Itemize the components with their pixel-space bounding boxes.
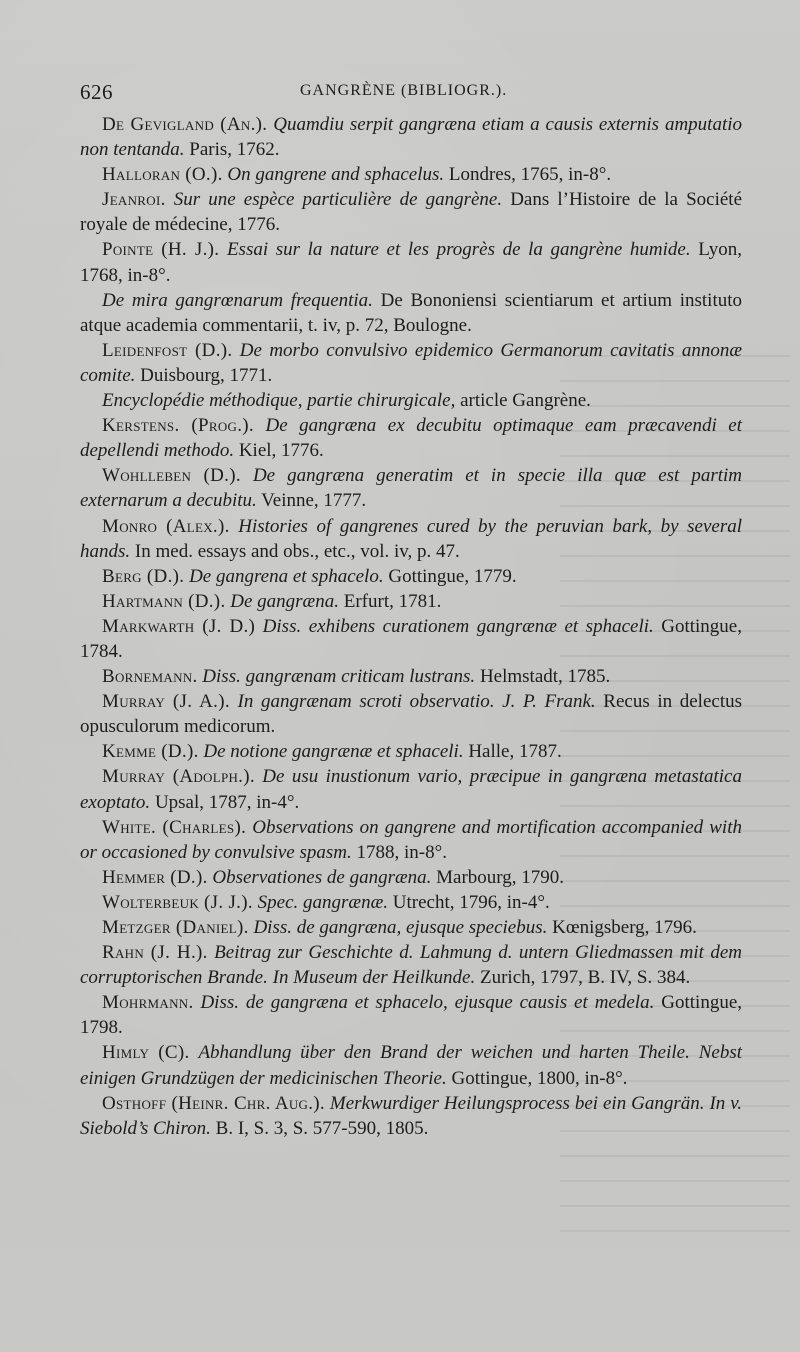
page-header (80, 80, 740, 108)
entry-publication: Helmstadt, 1785. (475, 666, 611, 688)
entry-title: De gangrena et sphacelo. (189, 565, 384, 587)
entry-author: Hartmann (D.). (102, 590, 226, 612)
entry-title: Abhandlung über den Brand der weichen und harten Theile. Nebst einigen Grundzügen der medicinischen Theorie. (80, 1042, 742, 1089)
entry-title: De morbo convulsivo epidemico Germanorum cavitatis annonæ comite. (80, 339, 742, 386)
entry-author: Osthoff (Heinr. Chr. Aug.). (102, 1092, 325, 1114)
entry-publication: Dans l’Histoire de la Société royale de médecine, 1776. (80, 189, 742, 236)
entry-title: Observationes de gangræna. (212, 866, 432, 888)
bibliography-entry (80, 413, 742, 463)
page-number: 626 (80, 80, 113, 104)
entry-author: Hemmer (D.). (102, 866, 208, 888)
entry-title: Observations on gangrene and mortification accompanied with or occasioned by convulsive spasm. (80, 816, 742, 863)
bibliography-entry (80, 564, 742, 589)
running-head: GANGRÈNE (BIBLIOGR.). (300, 82, 508, 99)
bibliography-entry (80, 689, 742, 739)
entry-author: Metzger (Daniel). (102, 917, 249, 938)
entry-title: De gangræna generatim et in specie illa quæ est partim externarum a decubitu. (80, 465, 742, 512)
bibliography-entry (80, 890, 742, 915)
entry-author: Wolterbeuk (J. J.). (102, 891, 253, 913)
entry-title: Beitrag zur Geschichte d. Lahmung d. untern Gliedmassen mit dem corruptorischen Brande. In Museum der Heilkunde. (80, 942, 742, 989)
entry-title: Encyclopédie méthodique, partie chirurgicale, (102, 390, 456, 412)
entry-title: De notione gangrænæ et sphaceli. (203, 741, 464, 763)
entry-title: Diss. de gangræna et sphacelo, ejusque causis et medela. (200, 992, 655, 1014)
bibliography-entry (80, 764, 742, 814)
entry-publication: Kiel, 1776. (234, 440, 324, 462)
entry-publication: Utrecht, 1796, in-4°. (388, 891, 550, 913)
entry-publication: Lyon, 1768, in-8°. (80, 239, 743, 286)
entry-publication: Zurich, 1797, B. IV, S. 384. (475, 967, 691, 989)
entry-author: Jeanroi. (102, 189, 166, 211)
entry-title: Histories of gangrenes cured by the peruvian bark, by several hands. (80, 515, 742, 562)
entry-publication: Kœnigsberg, 1796. (547, 917, 697, 938)
bibliography-entry (80, 1091, 742, 1141)
bibliography-entry (80, 162, 742, 187)
entry-publication: article Gangrène. (455, 390, 591, 412)
bibliography-entry (80, 915, 742, 940)
entry-title: Essai sur la nature et les progrès de la gangrène humide. (226, 239, 691, 261)
entry-author: Mohrmann. (102, 992, 194, 1014)
bibliography-entry (80, 990, 742, 1040)
entry-author: Rahn (J. H.). (102, 942, 208, 964)
bibliography-entry (80, 112, 742, 162)
entry-publication: Londres, 1765, in-8°. (444, 164, 612, 186)
entry-author: Pointe (H. J.). (102, 239, 220, 261)
bibliography-entry (80, 865, 742, 890)
entry-title: Diss. gangrænam criticam lustrans. (202, 666, 476, 688)
entry-author: Berg (D.). (102, 565, 185, 587)
entry-publication: Gottingue, 1798. (80, 992, 743, 1039)
entry-title: Sur une espèce particulière de gangrène. (173, 189, 503, 211)
entry-author: White. (Charles). (102, 816, 247, 838)
bibliography-entry (80, 664, 742, 689)
entry-title: Quamdiu serpit gangræna etiam a causis externis amputatio non tentanda. (80, 114, 743, 161)
entry-author: Murray (Adolph.). (102, 766, 255, 788)
entry-title: Diss. de gangræna, ejusque speciebus. (253, 917, 548, 938)
entry-author: Bornemann. (102, 666, 198, 688)
entry-title: Diss. exhibens curationem gangrænæ et sphaceli. (262, 615, 654, 637)
entry-publication: Upsal, 1787, in-4°. (150, 791, 300, 813)
entry-publication: Paris, 1762. (184, 139, 280, 161)
entry-publication: Marbourg, 1790. (431, 866, 565, 888)
entry-author: Wohlleben (D.). (102, 465, 241, 487)
entry-title: In gangrænam scroti observatio. J. P. Frank. (237, 691, 596, 713)
bibliography-entry (80, 815, 742, 865)
bibliography-entry (80, 940, 742, 990)
bibliography-entry (80, 1040, 742, 1090)
entry-publication: De Bononiensi scientiarum et artium instituto atque academia commentarii, t. iv, p. 72, Boulogne. (80, 289, 742, 336)
bibliography-entry (80, 614, 742, 664)
bibliography-list (80, 112, 742, 1141)
bibliography-entry (80, 338, 742, 388)
entry-publication: Erfurt, 1781. (338, 590, 442, 612)
entry-publication: Duisbourg, 1771. (135, 364, 273, 386)
bibliography-entry (80, 237, 742, 287)
entry-author: Kemme (D.). (102, 741, 199, 763)
entry-publication: Gottingue, 1784. (80, 615, 742, 662)
entry-publication: Recus in delectus opusculorum medicorum. (80, 691, 743, 738)
entry-title: On gangrene and sphacelus. (227, 164, 445, 186)
entry-publication: In med. essays and obs., etc., vol. iv, p. 47. (130, 540, 460, 562)
entry-publication: Gottingue, 1800, in-8°. (446, 1067, 628, 1089)
entry-publication: Veinne, 1777. (256, 490, 367, 512)
entry-title: De gangræna ex decubitu optimaque eam præcavendi et depellendi methodo. (80, 415, 743, 462)
entry-title: De mira gangrœnarum frequentia. (102, 289, 373, 311)
entry-author: Kerstens. (Prog.). (102, 415, 254, 437)
entry-title: De usu inustionum vario, præcipue in gangræna metastatica exoptato. (80, 766, 742, 813)
bibliography-entry (80, 589, 742, 614)
bibliography-entry (80, 739, 742, 764)
entry-title: De gangræna. (230, 590, 339, 612)
entry-author: Markwarth (J. D.) (102, 615, 256, 637)
bibliography-entry (80, 187, 742, 237)
entry-author: De Gevigland (An.). (102, 114, 268, 135)
bibliography-entry (80, 288, 742, 338)
entry-author: Halloran (O.). (102, 164, 223, 186)
bibliography-entry (80, 514, 742, 564)
entry-publication: Halle, 1787. (463, 741, 562, 763)
entry-author: Murray (J. A.). (102, 691, 230, 713)
entry-publication: B. I, S. 3, S. 577-590, 1805. (210, 1117, 429, 1139)
entry-author: Leidenfost (D.). (102, 339, 233, 361)
entry-title: Spec. gangrænæ. (257, 891, 389, 913)
entry-publication: Gottingue, 1779. (383, 565, 517, 587)
entry-title: Merkwurdiger Heilungsprocess bei ein Gangrän. In v. Siebold’s Chiron. (80, 1092, 742, 1139)
bibliography-entry (80, 388, 742, 413)
entry-author: Himly (C). (102, 1042, 190, 1064)
bibliography-entry (80, 463, 742, 513)
entry-author: Monro (Alex.). (102, 515, 230, 537)
entry-publication: 1788, in-8°. (351, 841, 447, 863)
